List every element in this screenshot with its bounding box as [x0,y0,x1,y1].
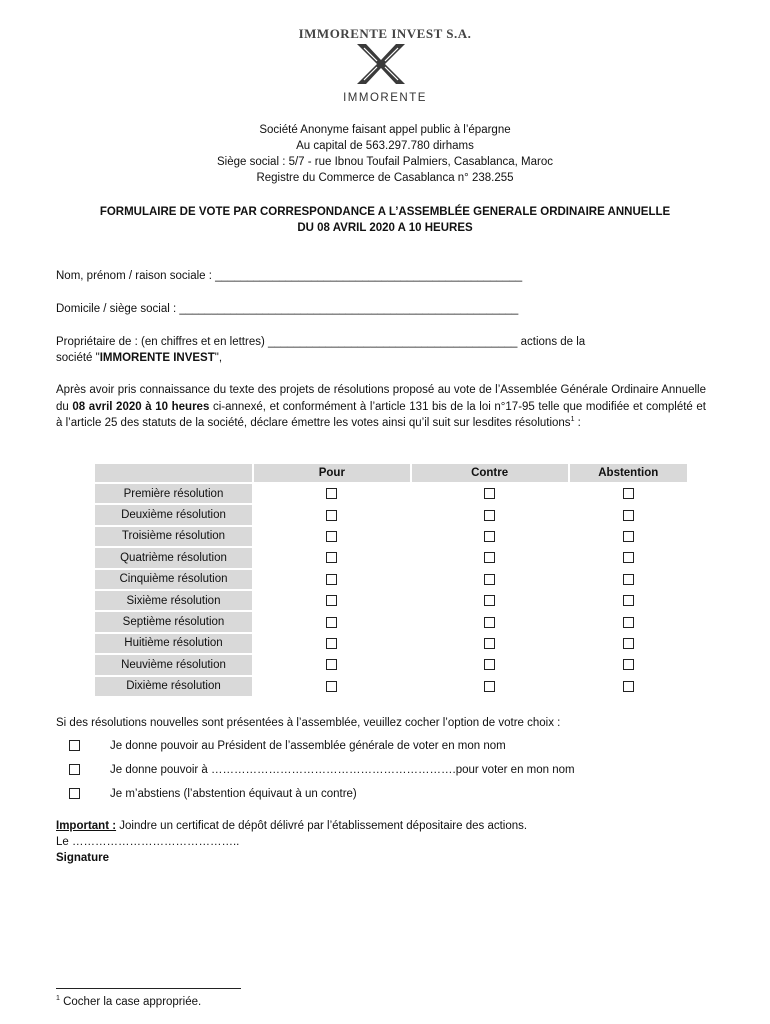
option-proxy-checkbox[interactable] [69,764,80,775]
table-row [95,505,687,524]
abstention-checkbox[interactable] [623,595,634,606]
footnote-text: Cocher la case appropriée. [59,996,202,1008]
intro-date: 08 avril 2020 à 10 heures [72,400,210,413]
intro-paragraph [56,382,706,432]
form-title [0,204,770,236]
table-row [95,548,687,567]
contre-checkbox[interactable] [484,552,495,563]
intro-part1: Après avoir pris connaissance du texte des projets de résolutions proposé au vote de l’Assemblée Générale Ordinaire Annuelle du [56,384,706,413]
contre-checkbox[interactable] [484,488,495,499]
option-abstain-checkbox[interactable] [69,788,80,799]
resolution-label: Neuvième résolution [95,655,252,674]
resolution-label: Huitième résolution [95,634,252,653]
resolution-label: Septième résolution [95,612,252,631]
title-line: DU 08 AVRIL 2020 A 10 HEURES [297,222,473,234]
abstention-checkbox[interactable] [623,681,634,692]
abstention-checkbox[interactable] [623,552,634,563]
footnote [56,996,201,1008]
contre-checkbox[interactable] [484,638,495,649]
pour-checkbox[interactable] [326,638,337,649]
table-row [95,591,687,610]
contre-checkbox[interactable] [484,574,495,585]
option-proxy-label: Je donne pouvoir à ……………………………………………………….pour voter en mon nom [110,764,575,776]
pour-checkbox[interactable] [326,510,337,521]
resolution-label: Deuxième résolution [95,505,252,524]
company-info [0,122,770,186]
immorente-logo-icon [355,42,407,86]
resolution-label: Quatrième résolution [95,548,252,567]
option-president-checkbox[interactable] [69,740,80,751]
resolution-label: Troisième résolution [95,527,252,546]
resolution-label: Sixième résolution [95,591,252,610]
votes-table [93,462,689,698]
table-corner [95,464,252,482]
logo-text: IMMORENTE [343,92,427,104]
contre-checkbox[interactable] [484,659,495,670]
important-label: Important : [56,820,117,832]
abstention-checkbox[interactable] [623,659,634,670]
option-president-label: Je donne pouvoir au Président de l’assemblée générale de voter en mon nom [110,740,506,752]
table-row [95,570,687,589]
company-suffix: ", [214,352,223,364]
pour-checkbox[interactable] [326,552,337,563]
info-line: Siège social : 5/7 - rue Ibnou Toufail Palmiers, Casablanca, Maroc [216,156,553,168]
pour-checkbox[interactable] [326,681,337,692]
abstention-checkbox[interactable] [623,638,634,649]
abstention-checkbox[interactable] [623,617,634,628]
resolution-label: Première résolution [95,484,252,503]
resolution-label: Cinquième résolution [95,570,252,589]
footnote-divider [56,988,241,989]
pour-checkbox[interactable] [326,574,337,585]
table-row [95,677,687,696]
table-row [95,634,687,653]
info-line: Société Anonyme faisant appel public à l’épargne [259,124,511,136]
pour-checkbox[interactable] [326,617,337,628]
contre-checkbox[interactable] [484,510,495,521]
footnote-mark: 1 [56,995,60,1003]
table-row [95,527,687,546]
domicile-field[interactable]: Domicile / siège social : _____________________________________________________ [56,303,519,315]
resolution-label: Dixième résolution [95,677,252,696]
info-line: Au capital de 563.297.780 dirhams [296,140,474,152]
company-name: IMMORENTE INVEST S.A. [298,26,472,41]
pour-checkbox[interactable] [326,531,337,542]
abstention-checkbox[interactable] [623,510,634,521]
table-header-row [95,464,687,482]
pour-checkbox[interactable] [326,488,337,499]
important-note [56,818,527,834]
abstention-checkbox[interactable] [623,574,634,585]
company-line [56,350,222,366]
option-abstain-label: Je m’abstiens (l’abstention équivaut à un contre) [110,788,357,800]
name-field[interactable]: Nom, prénom / raison sociale : ________________________________________________ [56,270,523,282]
abstention-checkbox[interactable] [623,488,634,499]
important-text: Joindre un certificat de dépôt délivré par l’établissement dépositaire des actions. [116,820,528,832]
intro-part2: ci-annexé, et conformément à l’article 131 bis de la loi n°17-95 telle que modifiée et complété et à l’article 25 des statuts de la société, déclare émettre les votes ainsi qu’il suit sur lesdites résolutions [56,400,707,429]
contre-checkbox[interactable] [484,617,495,628]
company-prefix: société " [56,352,100,364]
col-header-pour: Pour [254,464,410,482]
abstention-checkbox[interactable] [623,531,634,542]
col-header-abstention: Abstention [570,464,687,482]
table-row [95,484,687,503]
pour-checkbox[interactable] [326,659,337,670]
info-line: Registre du Commerce de Casablanca n° 238.255 [256,172,514,184]
footnote-ref: 1 [570,416,575,424]
signature-label: Signature [56,852,110,864]
table-row [95,655,687,674]
company-bold: IMMORENTE INVEST [99,352,215,364]
new-resolutions-intro: Si des résolutions nouvelles sont présentées à l’assemblée, veuillez cocher l’option de votre choix : [56,717,561,729]
date-line[interactable]: Le …………………………………….. [56,836,240,848]
title-line: FORMULAIRE DE VOTE PAR CORRESPONDANCE A L’ASSEMBLÉE GENERALE ORDINAIRE ANNUELLE [99,206,671,218]
contre-checkbox[interactable] [484,595,495,606]
contre-checkbox[interactable] [484,531,495,542]
table-row [95,612,687,631]
contre-checkbox[interactable] [484,681,495,692]
shares-field[interactable]: Propriétaire de : (en chiffres et en lettres) _______________________________________ actions de la [56,336,586,348]
pour-checkbox[interactable] [326,595,337,606]
intro-part3: : [574,417,581,429]
col-header-contre: Contre [412,464,568,482]
